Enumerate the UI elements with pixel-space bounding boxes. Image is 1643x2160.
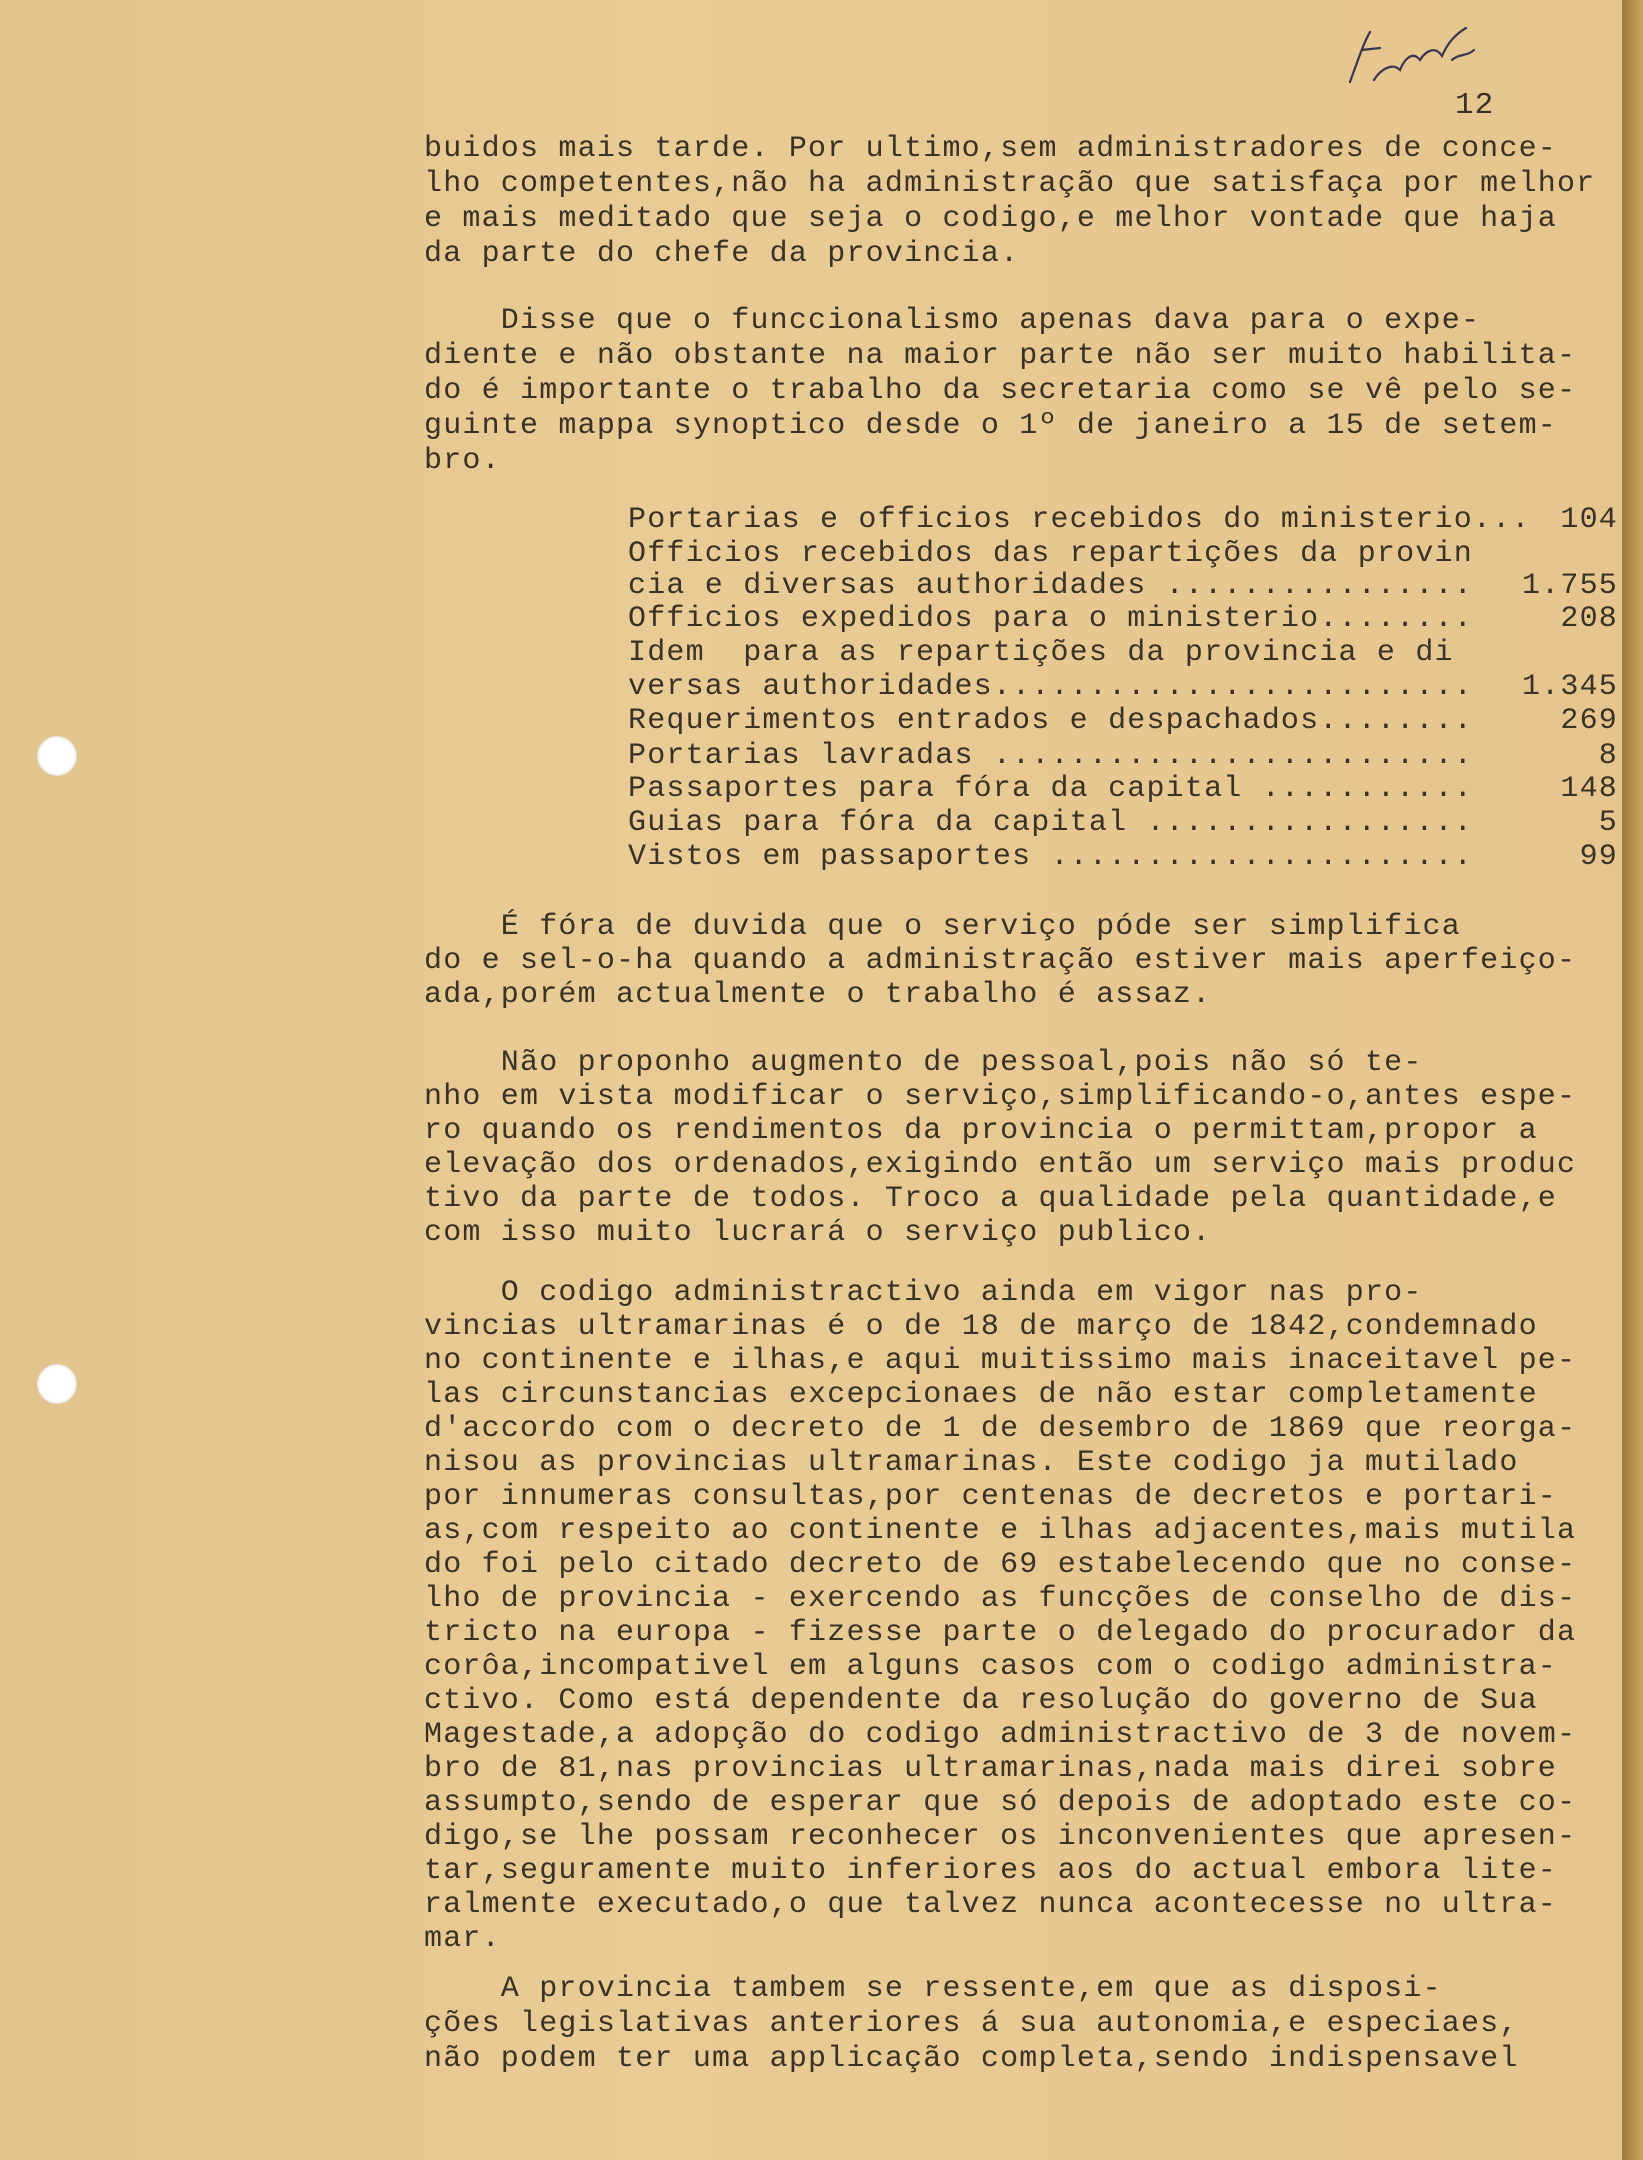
text-line: elevação dos ordenados,exigindo então um serviço mais produc: [424, 1148, 1577, 1182]
text-line: digo,se lhe possam reconhecer os inconvenientes que apresen-: [424, 1820, 1577, 1854]
text-line: corôa,incompativel em alguns casos com o codigo administra-: [424, 1650, 1557, 1684]
row-label: Vistos em passaportes ......................: [628, 840, 1473, 874]
text-line: no continente e ilhas,e aqui muitissimo mais inaceitavel pe-: [424, 1344, 1577, 1378]
page-number: 12: [1455, 88, 1495, 123]
text-line: Magestade,a adopção do codigo administractivo de 3 de novem-: [424, 1718, 1577, 1752]
text-line: ralmente executado,o que talvez nunca acontecesse no ultra-: [424, 1888, 1557, 1922]
row-label: Officios recebidos das repartições da provin: [628, 537, 1473, 571]
row-label: Guias para fóra da capital .................: [628, 806, 1473, 840]
punch-hole-top: [37, 736, 77, 776]
text-line: las circunstancias excepcionaes de não estar completamente: [424, 1378, 1538, 1412]
table-row: [628, 840, 1618, 874]
text-line: d'accordo com o decreto de 1 de desembro de 1869 que reorga-: [424, 1412, 1577, 1446]
text-line: nisou as provincias ultramarinas. Este codigo ja mutilado: [424, 1446, 1519, 1480]
row-label: Portarias e officios recebidos do ministerio...: [628, 503, 1531, 537]
row-value: 1.345: [1521, 670, 1618, 704]
row-label: Passaportes para fóra da capital ...........: [628, 772, 1473, 806]
table-row: [628, 503, 1618, 537]
text-line: guinte mappa synoptico desde o 1º de janeiro a 15 de setem-: [424, 409, 1557, 443]
row-label: Officios expedidos para o ministerio........: [628, 602, 1473, 636]
table-row: [628, 670, 1618, 704]
table-row: [628, 739, 1618, 773]
table-row: [628, 806, 1618, 840]
text-line: ada,porém actualmente o trabalho é assaz.: [424, 978, 1212, 1012]
row-value: 5: [1598, 806, 1618, 840]
row-value: 269: [1560, 704, 1618, 738]
text-line: da parte do chefe da provincia.: [424, 237, 1020, 271]
row-value: 104: [1560, 503, 1618, 537]
table-row: [628, 704, 1618, 738]
table-row: [628, 772, 1618, 806]
row-value: 148: [1560, 772, 1618, 806]
text-line: O codigo administractivo ainda em vigor nas pro-: [424, 1276, 1423, 1310]
punch-hole-bottom: [37, 1364, 77, 1404]
text-line: ções legislativas anteriores á sua autonomia,e especiaes,: [424, 2007, 1519, 2041]
text-line: do é importante o trabalho da secretaria como se vê pelo se-: [424, 374, 1577, 408]
text-line: Disse que o funccionalismo apenas dava para o expe-: [424, 304, 1481, 338]
row-value: 208: [1560, 602, 1618, 636]
text-line: vincias ultramarinas é o de 18 de março de 1842,condemnado: [424, 1310, 1538, 1344]
text-line: Não proponho augmento de pessoal,pois não só te-: [424, 1046, 1423, 1080]
row-value: 99: [1579, 840, 1618, 874]
text-line: lho de provincia - exercendo as funcções de conselho de dis-: [424, 1582, 1577, 1616]
page-edge: [1622, 0, 1643, 2160]
text-line: tivo da parte de todos. Troco a qualidade pela quantidade,e: [424, 1182, 1557, 1216]
text-line: ctivo. Como está dependente da resolução do governo de Sua: [424, 1684, 1538, 1718]
text-line: assumpto,sendo de esperar que só depois de adoptado este co-: [424, 1786, 1577, 1820]
text-line: por innumeras consultas,por centenas de decretos e portari-: [424, 1480, 1557, 1514]
row-label: Requerimentos entrados e despachados........: [628, 704, 1473, 738]
text-line: bro.: [424, 444, 501, 478]
text-line: com isso muito lucrará o serviço publico.: [424, 1216, 1212, 1250]
table-row: [628, 602, 1618, 636]
text-line: bro de 81,nas provincias ultramarinas,nada mais direi sobre: [424, 1752, 1557, 1786]
table-row: [628, 537, 1618, 571]
row-value: 8: [1598, 739, 1618, 773]
text-line: tricto na europa - fizesse parte o delegado do procurador da: [424, 1616, 1577, 1650]
text-line: tar,seguramente muito inferiores aos do actual embora lite-: [424, 1854, 1557, 1888]
text-line: lho competentes,não ha administração que satisfaça por melhor: [424, 167, 1596, 201]
text-line: e mais meditado que seja o codigo,e melhor vontade que haja: [424, 202, 1557, 236]
row-label: cia e diversas authoridades ................: [628, 569, 1473, 603]
text-line: do foi pelo citado decreto de 69 estabelecendo que no conse-: [424, 1548, 1577, 1582]
table-row: [628, 569, 1618, 603]
text-line: É fóra de duvida que o serviço póde ser simplifica: [424, 910, 1461, 944]
row-label: versas authoridades.........................: [628, 670, 1473, 704]
text-line: A provincia tambem se ressente,em que as disposi-: [424, 1972, 1442, 2006]
text-line: nho em vista modificar o serviço,simplificando-o,antes espe-: [424, 1080, 1577, 1114]
text-line: buidos mais tarde. Por ultimo,sem administradores de conce-: [424, 132, 1557, 166]
row-value: 1.755: [1521, 569, 1618, 603]
text-line: mar.: [424, 1922, 501, 1956]
text-line: diente e não obstante na maior parte não ser muito habilita-: [424, 339, 1577, 373]
text-line: do e sel-o-ha quando a administração estiver mais aperfeiço-: [424, 944, 1577, 978]
text-line: não podem ter uma applicação completa,sendo indispensavel: [424, 2042, 1519, 2076]
table-row: [628, 636, 1618, 670]
row-label: Idem para as repartições da provincia e di: [628, 636, 1454, 670]
text-line: ro quando os rendimentos da provincia o permittam,propor a: [424, 1114, 1538, 1148]
row-label: Portarias lavradas .........................: [628, 739, 1473, 773]
text-line: as,com respeito ao continente e ilhas adjacentes,mais mutila: [424, 1514, 1577, 1548]
